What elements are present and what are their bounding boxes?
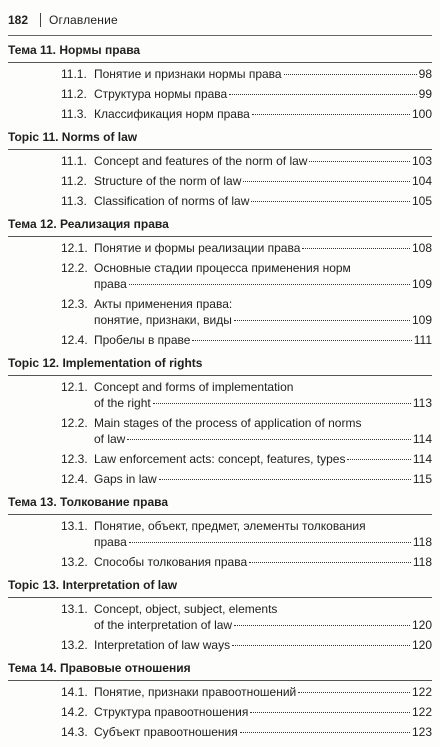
entry-page-number: 104 — [411, 174, 432, 188]
entry-number: 12.1. — [61, 380, 88, 394]
entry-title-line: Классификация норм права — [94, 107, 250, 121]
dot-leader — [252, 114, 410, 115]
topic-heading: Тема 12. Реализация права — [8, 216, 432, 237]
entry-number: 11.2. — [61, 87, 87, 101]
entry-number: 11.3. — [61, 194, 87, 208]
entry-page-number: 120 — [411, 638, 432, 652]
entry-title-line: права — [94, 277, 127, 291]
entry-number: 14.1. — [61, 685, 88, 699]
entry-title-line: Акты применения права: — [94, 297, 233, 311]
dot-leader — [129, 542, 411, 543]
dot-leader — [234, 320, 410, 321]
entry-page-number: 103 — [411, 154, 432, 168]
entry-page-number: 115 — [412, 472, 432, 486]
entry-number: 12.4. — [61, 333, 88, 347]
toc-entry[interactable] — [61, 332, 432, 348]
entry-title-line: of law — [94, 432, 126, 446]
toc-entry[interactable] — [61, 106, 432, 122]
dot-leader — [249, 562, 411, 563]
toc-entry[interactable] — [61, 554, 432, 570]
entry-page-number: 113 — [412, 396, 432, 410]
entry-page-number: 108 — [411, 241, 432, 255]
entry-page-number: 98 — [418, 67, 432, 81]
entry-page-number: 123 — [411, 725, 432, 739]
entry-title-line: Classification of norms of law — [94, 194, 250, 208]
entry-number: 14.3. — [61, 725, 88, 739]
dot-leader — [159, 479, 411, 480]
entry-title-line: Пробелы в праве — [94, 333, 191, 347]
entry-title-line: Structure of the norm of law — [94, 174, 242, 188]
toc-entry[interactable] — [61, 518, 432, 550]
dot-leader — [129, 284, 410, 285]
entry-number: 12.1. — [61, 241, 88, 255]
entry-title-line: Gaps in law — [94, 472, 157, 486]
entry-page-number: 109 — [411, 313, 432, 327]
toc-entry[interactable] — [61, 724, 432, 740]
toc-entry[interactable] — [61, 379, 432, 411]
entry-list — [61, 518, 432, 570]
entry-number: 13.2. — [61, 555, 88, 569]
entry-page-number: 105 — [411, 194, 432, 208]
entry-number: 14.2. — [61, 705, 88, 719]
dot-leader — [240, 732, 410, 733]
page-number: 182 — [8, 13, 29, 27]
topic-heading: Topic 11. Norms of law — [8, 129, 432, 150]
entry-title-line: права — [94, 535, 127, 549]
entry-list — [61, 153, 432, 209]
entry-number: 13.1. — [61, 602, 88, 616]
dot-leader — [250, 712, 410, 713]
toc-entry[interactable] — [61, 415, 432, 447]
toc-entry[interactable] — [61, 260, 432, 292]
entry-page-number: 114 — [412, 452, 432, 466]
topic-heading: Тема 13. Толкование права — [8, 494, 432, 515]
entry-title-line: Способы толкования права — [94, 555, 248, 569]
topic-heading: Topic 13. Interpretation of law — [8, 577, 432, 598]
toc-entry[interactable] — [61, 296, 432, 328]
toc-entry[interactable] — [61, 704, 432, 720]
entry-number: 11.1. — [61, 154, 87, 168]
entry-page-number: 118 — [412, 535, 432, 549]
toc-entry[interactable] — [61, 86, 432, 102]
toc-entry[interactable] — [61, 153, 432, 169]
entry-number: 12.2. — [61, 416, 88, 430]
entry-title-line: of the interpretation of law — [94, 618, 233, 632]
dot-leader — [347, 459, 410, 460]
entry-title-line: Concept and forms of implementation — [94, 380, 294, 394]
toc-entry[interactable] — [61, 66, 432, 82]
entry-title-line: Понятие и формы реализации права — [94, 241, 301, 255]
entry-page-number: 111 — [413, 333, 432, 347]
entry-number: 11.2. — [61, 174, 87, 188]
entry-number: 12.3. — [61, 297, 88, 311]
entry-page-number: 118 — [412, 555, 432, 569]
running-title: Оглавление — [49, 13, 118, 27]
header-separator — [40, 13, 41, 27]
dot-leader — [309, 161, 410, 162]
toc-entry[interactable] — [61, 451, 432, 467]
entry-list — [61, 684, 432, 740]
entry-number: 11.1. — [61, 67, 87, 81]
dot-leader — [232, 645, 410, 646]
dot-leader — [234, 625, 410, 626]
entry-title-line: Понятие и признаки нормы права — [94, 67, 282, 81]
dot-leader — [298, 692, 410, 693]
running-header — [8, 8, 432, 32]
entry-number: 12.4. — [61, 472, 88, 486]
topic-heading: Topic 12. Implementation of rights — [8, 355, 432, 376]
dot-leader — [284, 74, 417, 75]
topic-heading: Тема 11. Нормы права — [8, 42, 432, 63]
dot-leader — [153, 403, 411, 404]
entry-number: 13.2. — [61, 638, 88, 652]
entry-list — [61, 66, 432, 122]
entry-number: 11.3. — [61, 107, 87, 121]
dot-leader — [192, 340, 411, 341]
toc-entry[interactable] — [61, 471, 432, 487]
entry-title-line: понятие, признаки, виды — [94, 313, 232, 327]
entry-page-number: 109 — [411, 277, 432, 291]
entry-number: 13.1. — [61, 519, 88, 533]
entry-list — [61, 601, 432, 653]
topic-heading: Тема 14. Правовые отношения — [8, 660, 432, 681]
entry-title-line: Субъект правоотношения — [94, 725, 238, 739]
entry-title-line: Concept and features of the norm of law — [94, 154, 308, 168]
entry-title-line: Понятие, объект, предмет, элементы толкования — [94, 519, 366, 533]
entry-page-number: 120 — [411, 618, 432, 632]
entry-title-line: Понятие, признаки правоотношений — [94, 685, 297, 699]
toc-entry[interactable] — [61, 173, 432, 189]
entry-number: 12.3. — [61, 452, 88, 466]
entry-page-number: 114 — [412, 432, 432, 446]
dot-leader — [127, 439, 411, 440]
toc-entry[interactable] — [61, 601, 432, 633]
header-rule — [8, 35, 432, 36]
toc-entry[interactable] — [61, 637, 432, 653]
entry-title-line: of the right — [94, 396, 151, 410]
entry-page-number: 99 — [418, 87, 432, 101]
entry-list — [61, 379, 432, 487]
entry-title-line: Main stages of the process of application of norms — [94, 416, 362, 430]
entry-page-number: 122 — [411, 705, 432, 719]
toc-entry[interactable] — [61, 240, 432, 256]
entry-number: 12.2. — [61, 261, 88, 275]
entry-list — [61, 240, 432, 348]
entry-title-line: Concept, object, subject, elements — [94, 602, 278, 616]
dot-leader — [243, 181, 410, 182]
dot-leader — [251, 201, 410, 202]
entry-title-line: Основные стадии процесса применения норм — [94, 261, 351, 275]
toc-entry[interactable] — [61, 684, 432, 700]
table-of-contents — [8, 42, 432, 747]
entry-title-line: Interpretation of law ways — [94, 638, 231, 652]
toc-entry[interactable] — [61, 193, 432, 209]
entry-title-line: Структура нормы права — [94, 87, 228, 101]
dot-leader — [229, 94, 416, 95]
entry-page-number: 122 — [411, 685, 432, 699]
dot-leader — [302, 248, 410, 249]
entry-title-line: Law enforcement acts: concept, features, types — [94, 452, 346, 466]
entry-title-line: Структура правоотношения — [94, 705, 249, 719]
entry-page-number: 100 — [411, 107, 432, 121]
